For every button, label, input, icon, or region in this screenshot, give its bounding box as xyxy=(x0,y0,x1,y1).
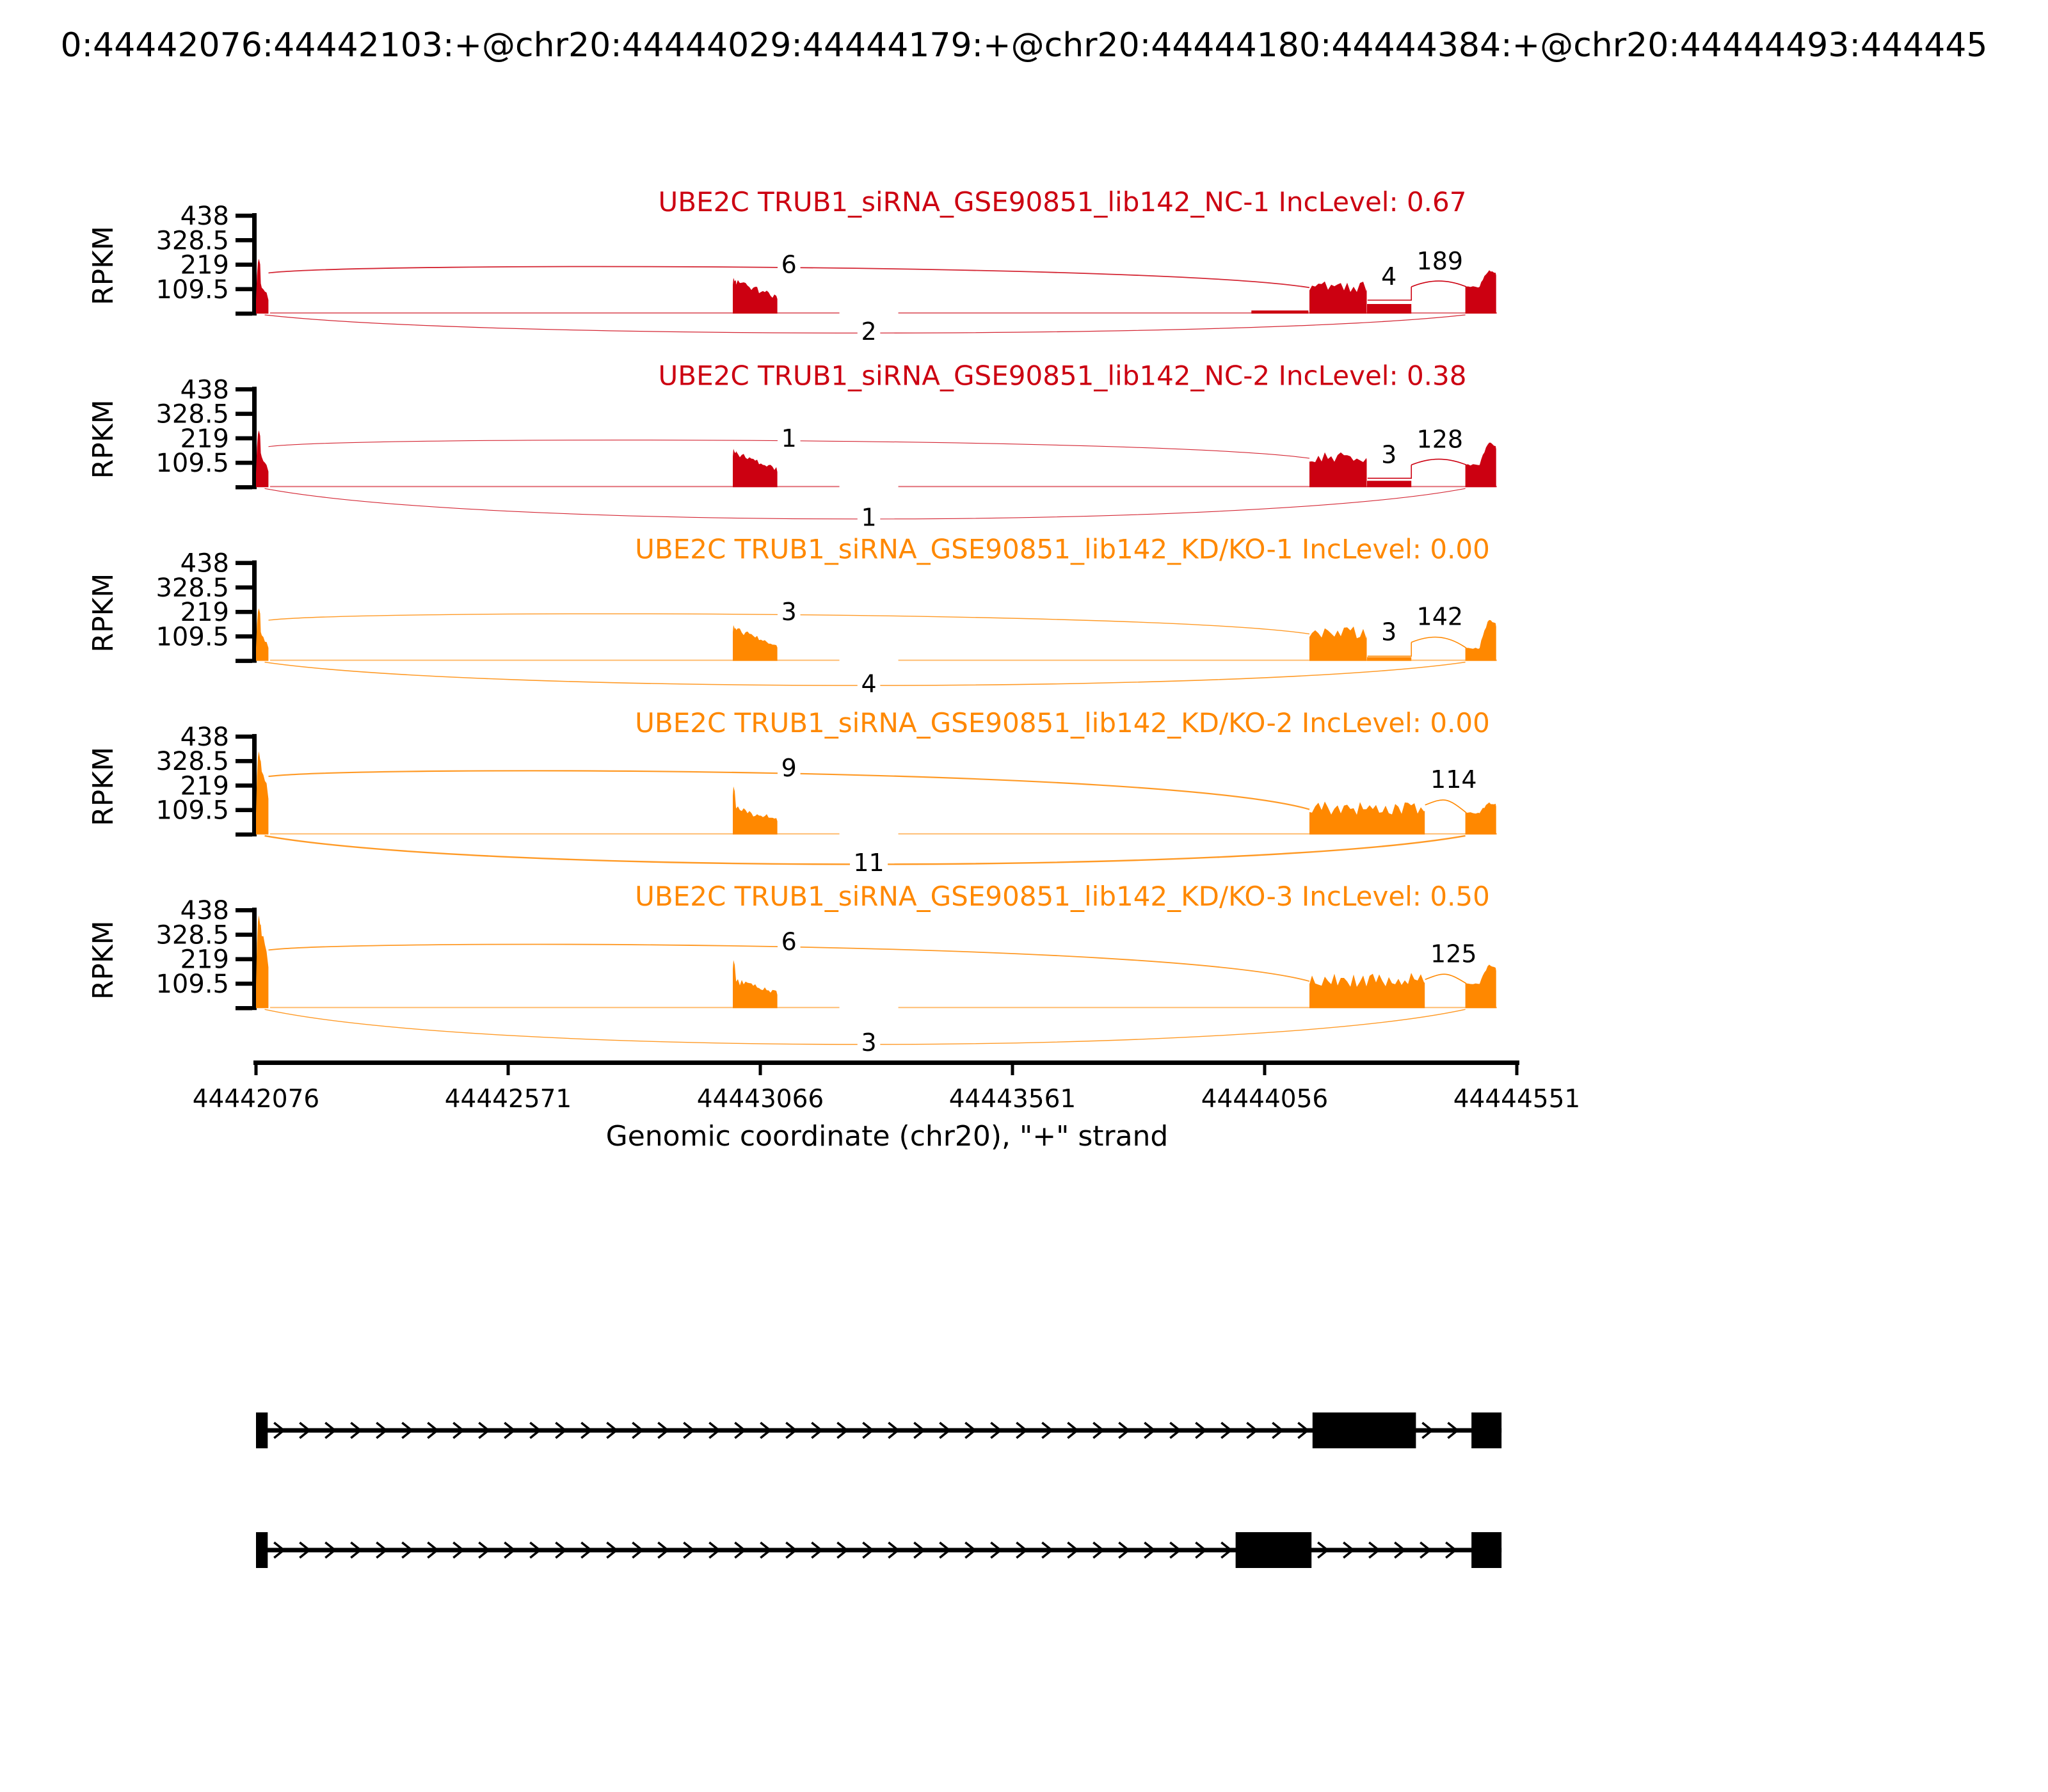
y-tick xyxy=(236,436,252,441)
read-coverage-final xyxy=(1466,270,1496,314)
isoform-model xyxy=(256,1532,1501,1568)
read-coverage-spike xyxy=(256,751,268,835)
exon-box xyxy=(1471,1532,1501,1568)
read-coverage-shelf xyxy=(1251,310,1308,314)
y-tick-label: 109.5 xyxy=(156,622,229,652)
read-coverage-block xyxy=(1309,801,1425,835)
junction-count-label: 6 xyxy=(781,927,797,956)
read-coverage-final xyxy=(1466,443,1496,488)
y-tick xyxy=(236,387,252,392)
read-coverage-mid xyxy=(733,960,778,1008)
y-tick xyxy=(236,214,252,218)
y-tick xyxy=(236,561,252,565)
exon-box xyxy=(256,1532,268,1568)
junction-flat-line xyxy=(1411,637,1466,648)
junction-count-label: 9 xyxy=(781,754,797,783)
read-coverage-spike xyxy=(256,259,268,314)
y-tick-label: 109.5 xyxy=(156,796,229,826)
y-tick-label: 219 xyxy=(180,945,229,975)
y-axis xyxy=(156,202,257,316)
gene-models xyxy=(256,1412,1501,1568)
x-tick xyxy=(507,1065,510,1075)
read-coverage-spike xyxy=(256,915,268,1008)
x-tick-label: 44444551 xyxy=(1453,1085,1581,1114)
read-coverage-shelf xyxy=(1367,657,1411,661)
junction-count-label: 3 xyxy=(781,598,797,627)
exon-box xyxy=(1313,1412,1416,1448)
read-coverage-final xyxy=(1466,620,1496,661)
junction-count-label: 125 xyxy=(1430,940,1477,968)
junction-count-label: 1 xyxy=(781,424,797,452)
y-tick xyxy=(236,485,252,490)
x-axis-line xyxy=(253,1060,1519,1065)
y-axis xyxy=(156,896,257,1010)
track-title: UBE2C TRUB1_siRNA_GSE90851_lib142_NC-2 IncLevel: 0.38 xyxy=(658,360,1467,392)
y-tick xyxy=(236,262,252,267)
x-tick xyxy=(1263,1065,1267,1075)
junction-flat-line xyxy=(1411,281,1466,287)
y-tick-label: 109.5 xyxy=(156,969,229,999)
junction-count-label: 189 xyxy=(1416,247,1464,276)
junction-flat-line xyxy=(1411,459,1466,465)
y-tick xyxy=(236,908,252,913)
y-tick-label: 328.5 xyxy=(156,573,229,603)
y-axis-spine xyxy=(252,561,257,663)
y-tick-label: 328.5 xyxy=(156,399,229,429)
x-tick xyxy=(1516,1065,1519,1075)
y-axis-spine xyxy=(252,908,257,1010)
x-tick-label: 44442076 xyxy=(192,1085,320,1114)
y-tick-label: 219 xyxy=(180,424,229,454)
y-tick-label: 438 xyxy=(180,896,229,926)
y-tick xyxy=(236,238,252,243)
junction-count-label: 2 xyxy=(861,317,877,346)
y-tick-label: 328.5 xyxy=(156,226,229,256)
junction-count-label: 128 xyxy=(1416,425,1464,454)
read-coverage-block xyxy=(1309,282,1367,314)
y-tick xyxy=(236,1006,252,1011)
y-axis-title: RPKM xyxy=(87,746,120,826)
read-coverage-shelf xyxy=(1367,481,1411,487)
y-axis-title: RPKM xyxy=(87,573,120,653)
track-title: UBE2C TRUB1_siRNA_GSE90851_lib142_NC-1 IncLevel: 0.67 xyxy=(658,186,1467,218)
y-tick xyxy=(236,735,252,739)
junction-count-label: 3 xyxy=(1381,618,1397,646)
y-tick-label: 328.5 xyxy=(156,747,229,777)
y-tick-label: 219 xyxy=(180,771,229,801)
junction-count-label: 142 xyxy=(1416,602,1464,631)
junction-count-label: 4 xyxy=(861,669,877,698)
y-tick-label: 438 xyxy=(180,722,229,752)
x-tick xyxy=(1011,1065,1014,1075)
y-tick xyxy=(236,783,252,788)
y-tick-label: 438 xyxy=(180,375,229,405)
y-tick xyxy=(236,957,252,962)
read-coverage-mid xyxy=(733,449,778,487)
track-title: UBE2C TRUB1_siRNA_GSE90851_lib142_KD/KO-3 IncLevel: 0.50 xyxy=(635,881,1490,913)
y-tick xyxy=(236,287,252,292)
x-tick xyxy=(255,1065,258,1075)
exon-box xyxy=(1471,1412,1501,1448)
y-tick xyxy=(236,461,252,465)
junction-count-label: 114 xyxy=(1430,765,1477,794)
isoform-model xyxy=(256,1412,1501,1448)
junction-count-label: 11 xyxy=(853,848,884,877)
y-tick xyxy=(236,610,252,614)
y-tick xyxy=(236,759,252,764)
y-tick-label: 438 xyxy=(180,548,229,579)
x-tick-label: 44443561 xyxy=(948,1085,1076,1114)
y-tick xyxy=(236,833,252,837)
junction-flat-line xyxy=(1425,800,1466,813)
x-tick-label: 44443066 xyxy=(696,1085,824,1114)
y-axis xyxy=(156,723,257,836)
read-coverage-mid xyxy=(733,625,778,661)
junction-count-label: 1 xyxy=(861,503,877,532)
y-tick-label: 109.5 xyxy=(156,449,229,479)
track-title: UBE2C TRUB1_siRNA_GSE90851_lib142_KD/KO-2 IncLevel: 0.00 xyxy=(635,707,1490,739)
y-axis xyxy=(156,549,257,663)
sashimi-track xyxy=(87,186,1497,348)
read-coverage-final xyxy=(1466,803,1496,835)
y-tick xyxy=(236,586,252,590)
sashimi-track xyxy=(87,881,1497,1059)
y-axis-spine xyxy=(252,387,257,489)
y-tick-label: 219 xyxy=(180,598,229,628)
read-coverage-final xyxy=(1466,964,1496,1008)
sashimi-track xyxy=(87,360,1497,534)
read-coverage-mid xyxy=(733,787,778,835)
junction-count-label: 6 xyxy=(781,250,797,279)
y-axis-title: RPKM xyxy=(87,920,120,1000)
x-axis-title: Genomic coordinate (chr20), "+" strand xyxy=(605,1120,1169,1153)
isoform-backbone xyxy=(256,1548,1501,1553)
y-tick xyxy=(236,808,252,812)
read-coverage-block xyxy=(1309,452,1367,488)
track-title: UBE2C TRUB1_siRNA_GSE90851_lib142_KD/KO-1 IncLevel: 0.00 xyxy=(635,533,1490,565)
x-tick-label: 44442571 xyxy=(444,1085,572,1114)
junction-count-label: 3 xyxy=(861,1028,877,1057)
exon-box xyxy=(1236,1532,1312,1568)
plot-title: 0:44442076:44442103:+@chr20:44444029:44444179:+@chr20:44444180:44444384:+@chr20:44444493:444445 xyxy=(60,26,1988,65)
x-axis xyxy=(193,1060,1581,1114)
read-coverage-block xyxy=(1309,973,1425,1008)
junction-flat-line xyxy=(1425,974,1466,984)
sashimi-track xyxy=(87,707,1497,879)
y-axis-spine xyxy=(252,734,257,836)
y-tick-label: 328.5 xyxy=(156,920,229,950)
y-tick xyxy=(236,982,252,986)
x-tick-label: 44444056 xyxy=(1201,1085,1329,1114)
y-tick xyxy=(236,932,252,937)
y-tick xyxy=(236,312,252,316)
y-axis-spine xyxy=(252,213,257,316)
y-axis-title: RPKM xyxy=(87,399,120,479)
y-tick-label: 109.5 xyxy=(156,275,229,305)
read-coverage-mid xyxy=(733,278,778,314)
y-tick-label: 219 xyxy=(180,250,229,280)
read-coverage-shelf xyxy=(1367,304,1411,314)
y-axis xyxy=(156,375,257,489)
y-axis-title: RPKM xyxy=(87,226,120,305)
x-tick xyxy=(759,1065,762,1075)
read-coverage-spike xyxy=(256,609,268,661)
junction-count-label: 3 xyxy=(1381,440,1397,469)
sashimi-track xyxy=(87,534,1497,701)
y-tick xyxy=(236,634,252,639)
read-coverage-block xyxy=(1309,627,1367,661)
junction-count-label: 4 xyxy=(1381,262,1397,291)
y-tick xyxy=(236,412,252,416)
tracks-root xyxy=(87,186,1497,1059)
y-tick xyxy=(236,659,252,663)
exon-box xyxy=(256,1412,268,1448)
read-coverage-spike xyxy=(256,430,268,487)
y-tick-label: 438 xyxy=(180,202,229,231)
